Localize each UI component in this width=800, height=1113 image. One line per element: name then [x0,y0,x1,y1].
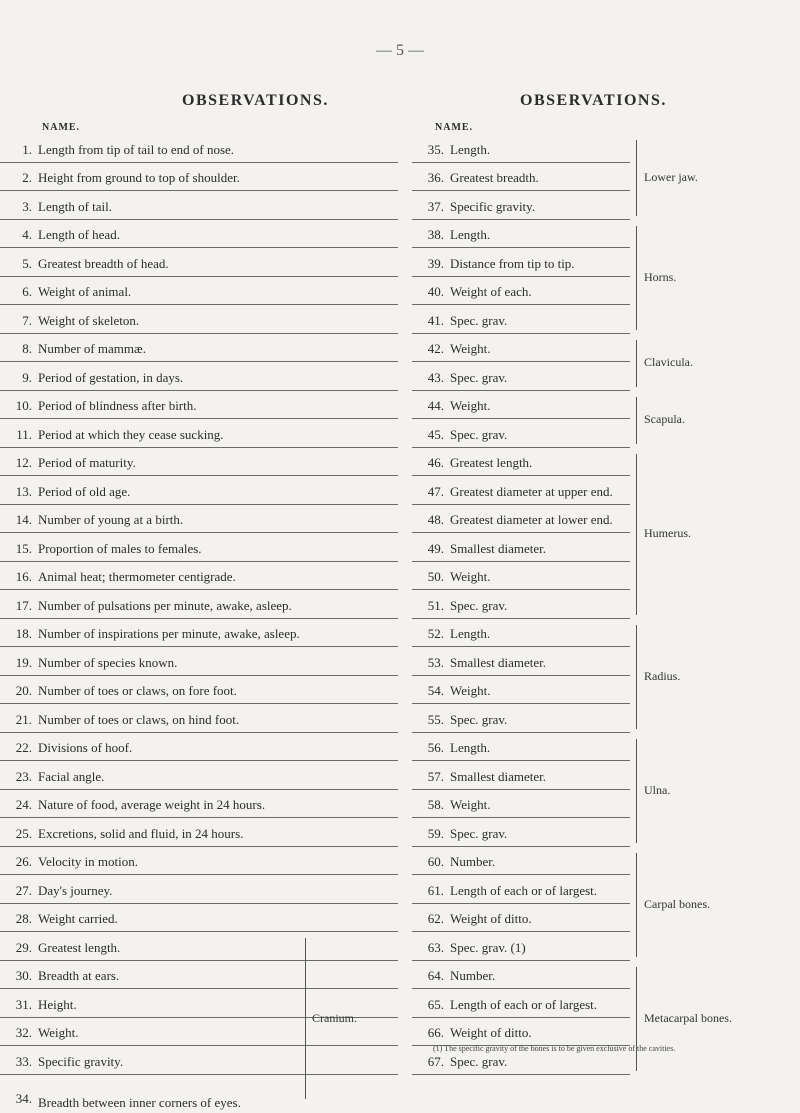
row-text: Length of each or of largest. [450,882,598,898]
table-row [0,163,398,192]
table-row [412,391,630,420]
table-row [0,505,398,534]
table-row [412,790,630,819]
table-row [412,619,630,648]
row-text: Smallest diameter. [450,654,547,670]
row-text: Period of gestation, in days. [38,369,184,385]
row-text: Number of young at a birth. [38,512,184,527]
row-text: Greatest length. [38,939,121,955]
table-row [0,448,398,477]
table-row [412,362,630,391]
row-number: 8. [22,341,32,356]
table-row [0,904,398,933]
row-text: Length. [450,227,491,242]
table-row [0,1075,398,1111]
row-text: Period of maturity. [38,455,136,470]
row-text: Number. [450,968,496,983]
footnote: (1) The specific gravity of the bones is to be given exclusive of the cavities. [433,1044,676,1053]
row-text: Spec. grav. [450,825,508,841]
row-text: Weight of animal. [38,284,132,299]
table-row [412,277,630,306]
row-text: Length of tail. [38,198,113,214]
row-number: 56. [427,740,444,755]
row-text: Period at which they cease sucking. [38,426,224,442]
row-text: Height. [38,996,77,1012]
row-text: Length. [450,740,491,755]
group-label: Horns. [644,269,677,284]
left-column-subtitle: NAME. [42,122,81,133]
row-text: Number of species known. [38,654,178,670]
row-text: Day's journey. [38,882,113,898]
row-text: Weight carried. [38,911,118,926]
group-label: Clavicula. [644,355,693,369]
group-label: Lower jaw. [644,169,698,184]
group-label: Carpal bones. [644,896,710,911]
row-text: Spec. grav. [450,369,508,385]
row-number: 14. [15,512,32,527]
row-number: 35. [427,141,444,157]
row-number: 58. [427,797,444,812]
row-number: 59. [427,825,444,841]
row-text: Spec. grav. [450,711,508,727]
table-row [412,761,630,790]
table-row [412,533,630,562]
row-number: 3. [22,198,32,214]
row-number: 38. [427,227,444,242]
table-row [412,647,630,676]
row-number: 29. [15,939,32,955]
row-text: Weight. [450,683,491,698]
row-text: Smallest diameter. [450,540,547,556]
row-number: 54. [427,683,444,698]
row-number: 5. [22,255,32,271]
row-number: 48. [427,512,444,527]
row-text: Number of pulsations per minute, awake, asleep. [38,597,292,613]
right-column-title: OBSERVATIONS. [520,92,667,109]
row-number: 1. [22,141,32,157]
table-row [412,220,630,249]
row-text: Greatest diameter at upper end. [450,483,613,499]
row-number: 30. [15,968,32,983]
row-number: 64. [427,968,444,983]
right-column-subtitle: NAME. [435,122,474,133]
row-text: Weight. [38,1025,79,1040]
row-text: Number of mammæ. [38,341,146,356]
table-row [412,676,630,705]
row-number: 62. [427,911,444,926]
left-column-title: OBSERVATIONS. [182,92,329,109]
row-text: Number of toes or claws, on hind foot. [38,711,240,727]
table-row [0,391,398,420]
table-row [0,818,398,847]
row-text: Breadth between inner corners of eyes. [38,1094,241,1110]
row-text: Weight of skeleton. [38,312,140,328]
row-number: 61. [427,882,444,898]
right-observation-list [412,134,630,1075]
row-text: Spec. grav. [450,597,508,613]
group-label: Scapula. [644,412,685,426]
row-number: 12. [15,455,32,470]
row-text: Greatest breadth. [450,170,539,185]
row-text: Nature of food, average weight in 24 hours. [38,797,266,812]
row-text: Number of inspirations per minute, awake, asleep. [38,626,300,641]
row-text: Spec. grav. [450,312,508,328]
table-row [412,419,630,448]
row-text: Weight of ditto. [450,911,532,926]
row-text: Weight. [450,341,491,356]
table-row [0,134,398,163]
row-number: 41. [427,312,444,328]
table-row [0,932,398,961]
table-row [0,847,398,876]
row-text: Length. [450,626,491,641]
row-number: 40. [427,284,444,299]
row-number: 47. [427,483,444,499]
row-number: 2. [22,170,32,185]
row-number: 67. [427,1053,444,1069]
table-row [0,619,398,648]
row-number: 28. [15,911,32,926]
row-text: Spec. grav. [450,1053,508,1069]
table-row [0,761,398,790]
row-number: 66. [427,1025,444,1040]
row-text: Specific gravity. [450,198,536,214]
group-label: Cranium. [312,1010,357,1025]
row-number: 16. [15,569,32,584]
row-text: Greatest breadth of head. [38,255,169,271]
row-number: 21. [15,711,32,727]
table-row [0,790,398,819]
row-number: 60. [427,854,444,869]
table-row [0,334,398,363]
table-row [412,562,630,591]
row-number: 20. [15,683,32,698]
row-text: Number of toes or claws, on fore foot. [38,683,237,698]
row-number: 39. [427,255,444,271]
row-number: 17. [15,597,32,613]
group-brace [636,853,637,957]
table-row [0,562,398,591]
row-text: Spec. grav. [450,426,508,442]
row-text: Height from ground to top of shoulder. [38,170,240,185]
row-number: 7. [22,312,32,328]
row-number: 46. [427,455,444,470]
table-row [0,220,398,249]
table-row [412,1018,630,1047]
row-text: Breadth at ears. [38,968,120,983]
row-number: 33. [15,1053,32,1069]
table-row [412,590,630,619]
table-row [412,733,630,762]
row-number: 57. [427,768,444,784]
group-brace [636,397,637,444]
row-number: 25. [15,825,32,841]
row-number: 37. [427,198,444,214]
group-label: Humerus. [644,526,691,540]
table-row [0,676,398,705]
row-number: 55. [427,711,444,727]
group-brace [636,739,637,843]
row-text: Length from tip of tail to end of nose. [38,141,235,157]
row-text: Excretions, solid and fluid, in 24 hours. [38,825,244,841]
group-brace [636,967,637,1071]
table-row [0,590,398,619]
row-number: 65. [427,996,444,1012]
table-row [0,362,398,391]
table-row [412,334,630,363]
table-row [412,505,630,534]
table-row [412,704,630,733]
row-text: Greatest diameter at lower end. [450,512,613,527]
row-number: 4. [22,227,32,242]
table-row [412,134,630,163]
row-text: Number. [450,854,496,869]
row-text: Period of blindness after birth. [38,398,197,413]
row-number: 45. [427,426,444,442]
page-number: — 5 — [376,42,424,59]
table-row [0,1046,398,1075]
row-number: 27. [15,882,32,898]
table-row [0,248,398,277]
row-number: 31. [15,996,32,1012]
row-text: Weight of ditto. [450,1025,532,1040]
row-number: 15. [15,540,32,556]
table-row [0,533,398,562]
table-row [0,419,398,448]
table-row [0,476,398,505]
row-number: 44. [427,398,444,413]
row-text: Specific gravity. [38,1053,124,1069]
row-text: Length. [450,141,491,157]
row-number: 43. [427,369,444,385]
row-number: 50. [427,569,444,584]
row-number: 26. [15,854,32,869]
row-number: 51. [427,597,444,613]
row-text: Velocity in motion. [38,854,139,869]
row-text: Weight. [450,569,491,584]
row-number: 9. [22,369,32,385]
row-number: 52. [427,626,444,641]
table-row [412,818,630,847]
row-number: 42. [427,341,444,356]
row-text: Facial angle. [38,768,105,784]
row-text: Length of head. [38,227,120,242]
group-label: Metacarpal bones. [644,1010,732,1025]
row-number: 36. [427,170,444,185]
row-number: 32. [15,1025,32,1040]
row-number: 13. [15,483,32,499]
group-brace [636,340,637,387]
row-number: 19. [15,654,32,670]
table-row [412,932,630,961]
table-row [412,989,630,1018]
group-brace [636,226,637,330]
table-row [412,448,630,477]
table-row [0,305,398,334]
row-text: Divisions of hoof. [38,740,133,755]
group-brace [305,938,306,1099]
table-row [0,733,398,762]
row-text: Spec. grav. (1) [450,939,526,955]
row-number: 10. [15,398,32,413]
row-number: 18. [15,626,32,641]
row-text: Weight. [450,398,491,413]
table-row [412,191,630,220]
table-row [0,191,398,220]
row-number: 22. [15,740,32,755]
table-row [0,704,398,733]
table-row [412,248,630,277]
group-label: Radius. [644,668,681,683]
row-number: 24. [15,797,32,812]
row-text: Length of each or of largest. [450,996,598,1012]
row-text: Proportion of males to females. [38,540,202,556]
table-row [412,904,630,933]
row-number: 49. [427,540,444,556]
group-brace [636,454,637,615]
row-text: Smallest diameter. [450,768,547,784]
table-row [0,875,398,904]
table-row [412,847,630,876]
row-text: Period of old age. [38,483,131,499]
row-number: 11. [16,426,32,442]
row-text: Weight. [450,797,491,812]
row-number: 53. [427,654,444,670]
group-label: Ulna. [644,782,671,797]
group-brace [636,625,637,729]
table-row [412,163,630,192]
row-number: 34. [15,1090,32,1106]
row-text: Animal heat; thermometer centigrade. [38,569,236,584]
table-row [412,961,630,990]
group-brace [636,140,637,216]
table-row [412,476,630,505]
row-number: 63. [427,939,444,955]
row-number: 23. [15,768,32,784]
left-observation-list [0,134,398,1111]
table-row [412,875,630,904]
table-row [0,961,398,990]
row-text: Greatest length. [450,455,533,470]
table-row [0,647,398,676]
row-text: Weight of each. [450,284,532,299]
row-text: Distance from tip to tip. [450,255,575,271]
table-row [0,277,398,306]
row-number: 6. [22,284,32,299]
table-row [412,305,630,334]
